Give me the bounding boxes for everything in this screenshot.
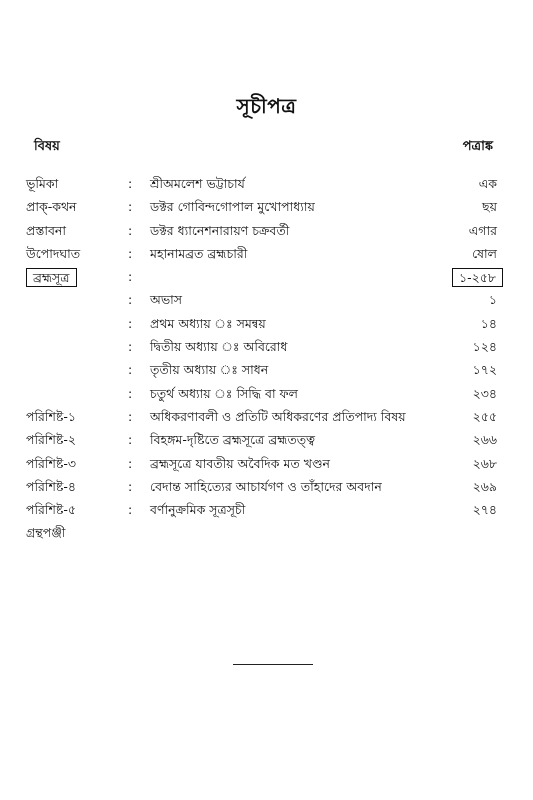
contents-row	[0, 521, 533, 544]
separator-colon: :	[128, 176, 133, 191]
entry-title: দ্বিতীয় অধ্যায় ঃ অবিরোধ	[150, 339, 288, 355]
contents-row	[0, 452, 533, 475]
contents-list	[0, 172, 533, 545]
section-label: পরিশিষ্ট-১	[26, 408, 77, 424]
page-number: ছয়	[482, 199, 497, 215]
subject-column-header: বিষয়	[34, 139, 60, 154]
section-label: পরিশিষ্ট-৫	[26, 502, 77, 518]
contents-row	[0, 382, 533, 405]
separator-colon: :	[128, 339, 133, 355]
entry-title: অধিকরণাবলী ও প্রতিটি অধিকরণের প্রতিপাদ্য বিষয়	[150, 408, 406, 424]
page-number: ২৩৪	[472, 385, 497, 401]
contents-row	[0, 498, 533, 521]
separator-colon: :	[128, 199, 133, 215]
section-label: ব্রহ্মসূত্র	[26, 268, 77, 287]
section-label: পরিশিষ্ট-৩	[26, 455, 77, 471]
page-number: ১৭২	[472, 362, 497, 378]
contents-row	[0, 288, 533, 311]
section-label: ভূমিকা	[26, 176, 59, 191]
entry-title: ব্রহ্মসূত্রে যাবতীয় অবৈদিক মত খণ্ডন	[150, 455, 331, 471]
section-label: পরিশিষ্ট-৪	[26, 478, 77, 494]
page-title: সূচীপত্র	[236, 94, 297, 118]
separator-colon: :	[128, 502, 133, 518]
page-number: ২৬৬	[472, 432, 497, 448]
separator-colon: :	[128, 315, 133, 331]
separator-colon: :	[128, 432, 133, 448]
entry-title: চতুর্থ অধ্যায় ঃ সিদ্ধি বা ফল	[150, 385, 298, 401]
contents-row	[0, 219, 533, 242]
entry-title: অভাস	[150, 292, 183, 308]
page-number: ১	[488, 292, 497, 308]
entry-title: ডক্টর গোবিন্দগোপাল মুখোপাধ্যায়	[150, 199, 315, 215]
page-number: ২৭৪	[472, 502, 497, 518]
contents-row	[0, 335, 533, 358]
entry-title: বর্ণানুক্রমিক সূত্রসূচী	[150, 502, 246, 518]
contents-row	[0, 428, 533, 451]
separator-colon: :	[128, 245, 133, 261]
page-number-column-header: পত্রাঙ্ক	[462, 139, 493, 154]
contents-row	[0, 475, 533, 498]
contents-row	[0, 172, 533, 195]
contents-row	[0, 358, 533, 381]
page-number: ষোল	[472, 245, 497, 261]
page-number: ১-২৫৮	[452, 268, 503, 287]
contents-row	[0, 265, 533, 288]
entry-title: শ্রীঅমলেশ ভট্টাচার্য	[150, 176, 245, 191]
page-number: ১৪	[480, 315, 497, 331]
separator-colon: :	[128, 362, 133, 378]
separator-colon: :	[128, 385, 133, 401]
entry-title: বিহঙ্গম-দৃষ্টিতে ব্রহ্মসূত্রে ব্রহ্মতত্ত্ব	[150, 432, 316, 448]
footer-divider	[233, 664, 313, 665]
contents-row	[0, 242, 533, 265]
page-number: ২৬৯	[472, 478, 497, 494]
separator-colon: :	[128, 292, 133, 308]
contents-row	[0, 405, 533, 428]
separator-colon: :	[128, 408, 133, 424]
page-number: এগার	[468, 222, 497, 238]
contents-row	[0, 312, 533, 335]
page-number: ২৬৮	[472, 455, 497, 471]
entry-title: ডক্টর ধ্যানেশনারায়ণ চক্রবর্তী	[150, 222, 290, 238]
section-label: প্রস্তাবনা	[26, 222, 66, 238]
entry-title: মহানামব্রত ব্রহ্মচারী	[150, 245, 248, 261]
page-number: এক	[478, 176, 497, 191]
contents-row	[0, 195, 533, 218]
separator-colon: :	[128, 478, 133, 494]
separator-colon: :	[128, 269, 133, 285]
separator-colon: :	[128, 222, 133, 238]
page-number: ২৫৫	[472, 408, 497, 424]
page-number: ১২৪	[472, 339, 497, 355]
entry-title: তৃতীয় অধ্যায় ঃ সাধন	[150, 362, 269, 378]
section-label: প্রাক্-কথন	[26, 199, 77, 215]
section-label: পরিশিষ্ট-২	[26, 432, 77, 448]
entry-title: বেদান্ত সাহিত্যের আচার্যগণ ও তাঁহাদের অবদান	[150, 478, 382, 494]
entry-title: প্রথম অধ্যায় ঃ সমন্বয়	[150, 315, 266, 331]
section-label: উপোদঘাত	[26, 245, 81, 261]
section-label: গ্রন্থপঞ্জী	[26, 525, 66, 541]
separator-colon: :	[128, 455, 133, 471]
